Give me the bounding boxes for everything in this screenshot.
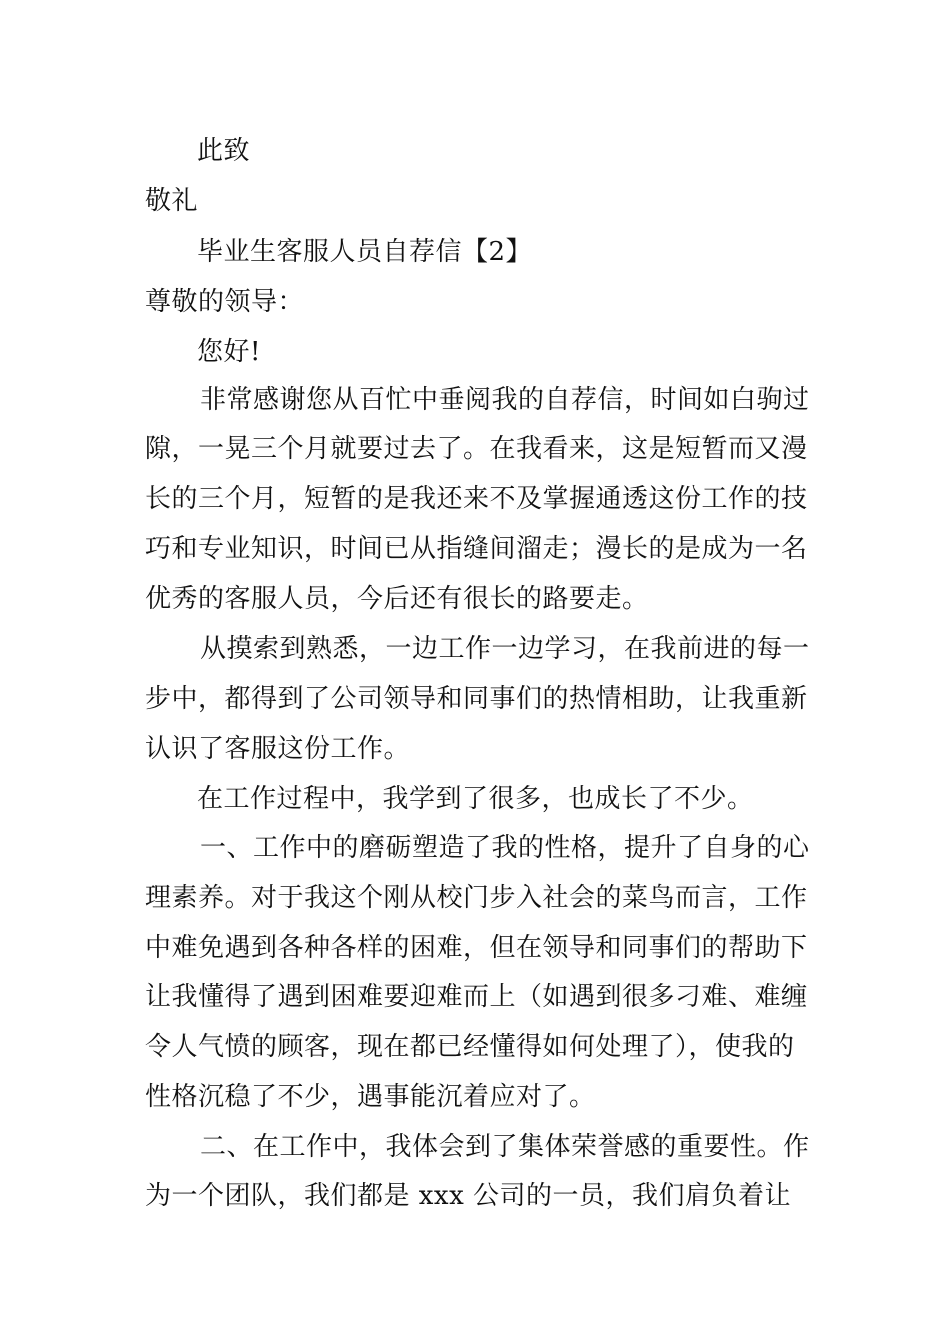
body-line: 令人气愤的顾客，现在都已经懂得如何处理了），使我的 [145,1032,795,1062]
hello-line: 您好! [197,337,261,367]
body-line: 隙，一晃三个月就要过去了。在我看来，这是短暂而又漫 [145,434,808,464]
body-line: 二、在工作中，我体会到了集体荣誉感的重要性。作 [200,1132,810,1162]
body-line: 中难免遇到各种各样的困难，但在领导和同事们的帮助下 [145,933,808,963]
body-line: 性格沉稳了不少，遇事能沉着应对了。 [145,1082,596,1112]
greeting-line: 尊敬的领导： [145,287,305,317]
body-line: 在工作过程中，我学到了很多，也成长了不少。 [197,784,754,814]
body-line: 一、工作中的磨砺塑造了我的性格，提升了自身的心 [200,833,810,863]
body-line: 步中，都得到了公司领导和同事们的热情相助，让我重新 [145,684,808,714]
salute-line: 敬礼 [145,186,199,216]
body-line: 为一个团队，我们都是 xxx 公司的一员，我们肩负着让 [145,1181,792,1211]
closing-line: 此致 [197,136,251,166]
body-line: 长的三个月，短暂的是我还来不及掌握通透这份工作的技 [145,484,808,514]
body-line: 让我懂得了遇到困难要迎难而上（如遇到很多刁难、难缠 [145,982,808,1012]
body-line: 理素养。对于我这个刚从校门步入社会的菜鸟而言，工作 [145,883,808,913]
body-line: 认识了客服这份工作。 [145,734,411,764]
body-line: 巧和专业知识，时间已从指缝间溜走；漫长的是成为一名 [145,534,808,564]
body-line: 非常感谢您从百忙中垂阅我的自荐信，时间如白驹过 [200,385,810,415]
body-line: 优秀的客服人员，今后还有很长的路要走。 [145,584,649,614]
letter-heading: 毕业生客服人员自荐信【2】 [197,237,533,267]
body-line: 从摸索到熟悉，一边工作一边学习，在我前进的每一 [200,634,810,664]
